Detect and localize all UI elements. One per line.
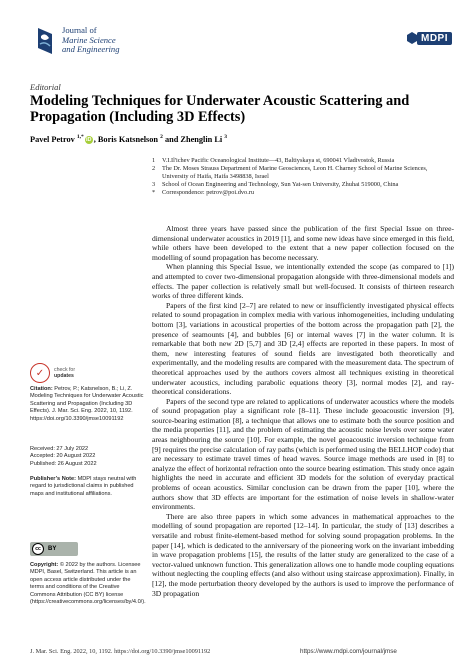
footer-journal-link[interactable]: https://www.mdpi.com/journal/jmse: [300, 648, 397, 655]
accepted-date: Accepted: 20 August 2022: [30, 453, 96, 460]
check-for-updates[interactable]: ✓ check for updates: [30, 363, 75, 383]
copyright-block: Copyright: © 2022 by the authors. Licensee MDPI, Basel, Switzerland. This article is an open access article distributed under the terms and conditions of the Creative Commons Attribution (CC BY) license (https://creativecommons.org/licenses/by/4.0/).: [30, 562, 146, 606]
journal-logo-icon: [34, 26, 56, 56]
article-body: [152, 224, 454, 598]
paragraph-5: There are also three papers in which some advances in mathematical approaches to the modelling of sound propagation are reported [12–14]. In particular, the study of [13] describes a versatile and robust finite-element-based method for solving sound propagation problems. In the paper [14], which is dedicated to the anniversary of the pioneering work on the invariant imbedding in wave propagation problems [15], the results of the latter study are generalized to the case of a vector-valued unknown function. This generalization allows one to handle mode coupling equations without neglecting the coupling effects (and also without using staircase approximation). Finally, in [12], the mode perturbation theory developed by the authors is used to improve the performance of 3D propagation: [152, 511, 454, 598]
publisher-name: MDPI: [417, 32, 452, 45]
affiliations: [152, 157, 452, 197]
orcid-icon[interactable]: iD: [85, 136, 92, 143]
paragraph-4: Papers of the second type are related to applications of underwater acoustics where the models of sound propagation play a significant role [8–11]. These include geoacoustic inversion [9], source-bearing estimation [8], a technique that allows one to estimate both the source position and the media properties [11], and the problem of estimating the acoustic noise levels over some water areas neighbouring the source [10]. For example, the novel geoacoustic inversion technique from [9] requires the precise calculation of ray paths (which is performed using the BELLHOP code) that are necessary to estimate travel times of head waves. Source image methods are used in [8] to analyze the effect of horizontal refraction onto the source bearing estimation. This study once again highlights the need in accurate and efficient 3D models for the solution of everyday practical problems of ocean acoustics. Similar conclusion can be drawn from the paper [10], where the authors show that 3D effects are important for the estimation of noise levels in shallow-water environments.: [152, 396, 454, 512]
article-type: Editorial: [30, 82, 61, 92]
received-date: Received: 27 July 2022: [30, 446, 89, 452]
citation-block: Citation: Petrov, P.; Katsnelson, B.; Li, Z. Modeling Techniques for Underwater Acoustic Scattering and Propagation (Including 3D Effects). J. Mar. Sci. Eng. 2022, 10, 1192. https://doi.org/10.3390/jmse10091192: [30, 386, 144, 422]
published-date: Published: 26 August 2022: [30, 460, 97, 467]
paragraph-1: Almost three years have passed since the publication of the first Special Issue on three-dimensional underwater acoustics in 2019 [1], and some new ideas have since emerged in this field, while others have been developed to the extent that a new paper collection focused on the modelling of sound propagation has become necessary.: [152, 224, 454, 262]
paragraph-2: When planning this Special Issue, we intentionally extended the scope (as compared to [1]) and attempted to cover two-dimensional propagation alongside with three-dimensional models and effects. The paper collection is relatively small but well-focused. It consists of thirteen research works of three different kinds.: [152, 262, 454, 301]
check-updates-icon: ✓: [30, 363, 50, 383]
publisher-note: Publisher’s Note: MDPI stays neutral with regard to jurisdictional claims in published maps and institutional affiliations.: [30, 476, 137, 497]
article-title: Modeling Techniques for Underwater Acoustic Scattering and Propagation (Including 3D Effects): [30, 93, 410, 125]
journal-name[interactable]: Journal of Marine Science and Engineering: [62, 25, 120, 55]
dates-block: [30, 446, 145, 468]
cc-icon: cc: [32, 543, 44, 555]
author-list: Pavel Petrov $^{1,*}$ iD , Boris Katsnelson $^2$ and Zhenglin Li $^3$: [30, 134, 227, 144]
author-3: Zhenglin Li $^3$: [180, 134, 227, 144]
cc-license-badge[interactable]: cc BY: [30, 542, 78, 556]
paragraph-3: Papers of the first kind [2–7] are related to new or insufficiently investigated physical effects related to sound propagation in complex media with various inhomogeneities, including undulating bottom [3], variations in acoustical properties of the bottom across the propagation path [2], the presence of seamounts [4], and bubbles [6] or internal waves [7] in the water column. It is remarkable that both new 2D [5,7] and 3D [2,4] effects are reported in these papers. In most of them, new interesting features of sound fields are investigated both theoretically and experimentally, and the modeling results are compared with the measurement data. The spectrum of theoretical approaches used by the authors covers almost all techniques existing in theoretical underwater acoustics, including parabolic equations theory [3], normal modes [2], and ray-theoretical considerations.: [152, 300, 454, 397]
author-1: Pavel Petrov $^{1,*}$: [30, 134, 84, 144]
affiliation-1: 1 V.I.Il'ichev Pacific Oceanological Institute—43, Baltiyskaya st, 690041 Vladivostok, Russia: [152, 157, 395, 164]
author-2: Boris Katsnelson $^2$: [97, 134, 163, 144]
affiliation-3: 3 School of Ocean Engineering and Technology, Sun Yat-sen University, Zhuhai 519000, China: [152, 181, 399, 189]
affiliation-2: 2 The Dr. Moses Strauss Department of Marine Geosciences, Leon H. Charney School of Marine Sciences, University of Haifa, Haifa 3498838, Israel: [152, 165, 428, 181]
publisher-logo[interactable]: [407, 30, 455, 46]
correspondence: * Correspondence: petrov@poi.dvo.ru: [152, 189, 255, 197]
footer-citation: J. Mar. Sci. Eng. 2022, 10, 1192. https://doi.org/10.3390/jmse10091192: [30, 648, 211, 655]
mdpi-mark-icon: [407, 32, 417, 44]
